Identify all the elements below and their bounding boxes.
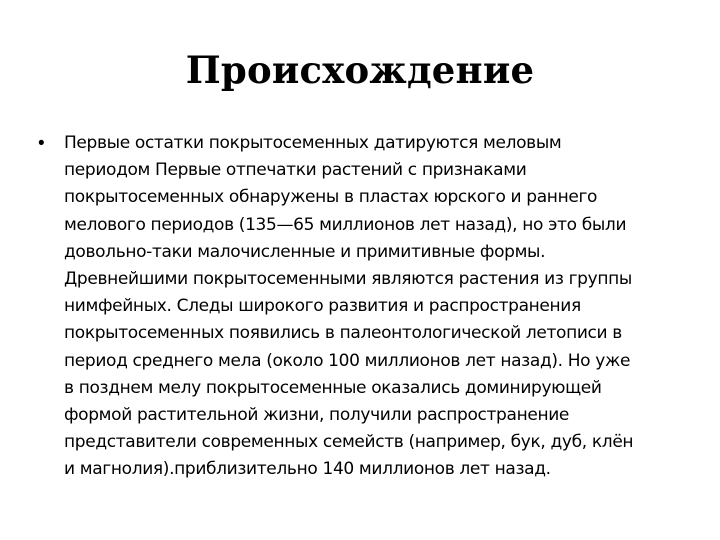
text-line: покрытосеменных появились в палеонтологической летописи в <box>64 323 622 344</box>
text-line: нимфейных. Следы широкого развития и распространения <box>64 296 581 317</box>
slide-content <box>36 130 686 484</box>
text-line: в позднем мелу покрытосеменные оказались доминирующей <box>64 377 602 398</box>
text-line: довольно-таки малочисленные и примитивные формы. <box>64 241 546 262</box>
text-line: и магнолия).приблизительно 140 миллионов лет назад. <box>64 459 551 480</box>
text-line: Древнейшими покрытосеменными являются растения из группы <box>64 269 632 290</box>
text-line: формой растительной жизни, получили распространение <box>64 405 570 426</box>
text-line: период среднего мела (около 100 миллионов лет назад). Но уже <box>64 350 631 371</box>
text-line: представители современных семейств (например, бук, дуб, клён <box>64 432 634 453</box>
text-line: мелового периодов (135—65 миллионов лет назад), но это были <box>64 214 627 235</box>
bullet-item <box>36 130 686 484</box>
text-line: покрытосеменных обнаружены в пластах юрского и раннего <box>64 187 598 208</box>
text-line: периодом Первые отпечатки растений с признаками <box>64 160 527 181</box>
slide-title: Происхождение <box>185 48 535 92</box>
text-line: Первые остатки покрытосеменных датируются меловым <box>64 133 562 153</box>
bullet-icon: • <box>38 133 45 154</box>
bullet-text <box>64 130 686 484</box>
